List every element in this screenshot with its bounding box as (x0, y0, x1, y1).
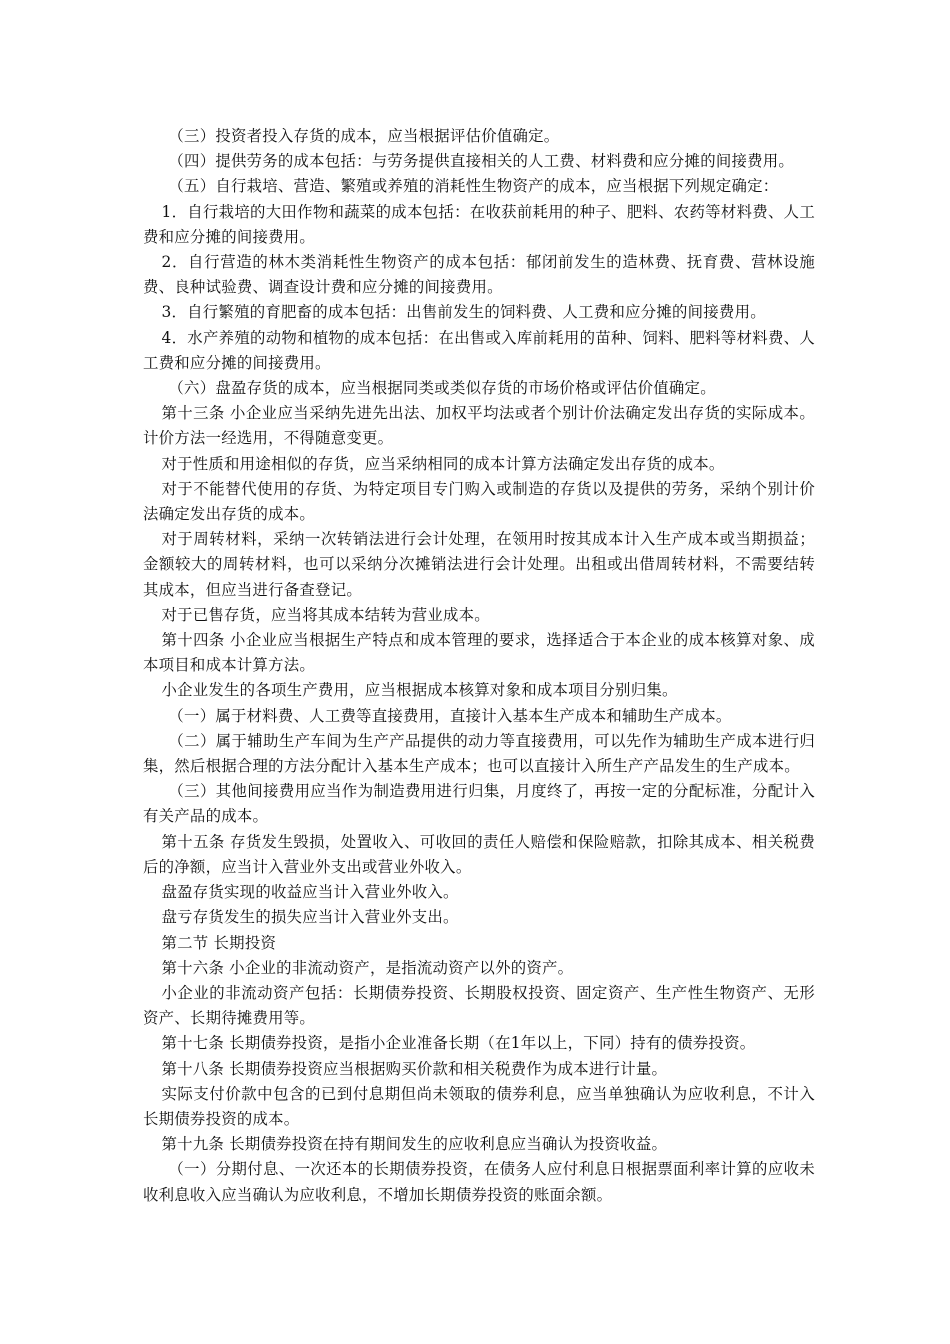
paragraph: （四）提供劳务的成本包括：与劳务提供直接相关的人工费、材料费和应分摊的间接费用。 (168, 152, 795, 171)
article-paragraph: 第十四条 小企业应当根据生产特点和成本管理的要求，选择适合于本企业的成本核算对象、成本项目和成本计算方法。 (143, 631, 815, 675)
paragraph: （三）投资者投入存货的成本，应当根据评估价值确定。 (168, 127, 560, 145)
paragraph: 实际支付价款中包含的已到付息期但尚未领取的债券利息，应当单独确认为应收利息，不计入长期债券投资的成本。 (143, 1084, 815, 1128)
article-paragraph: 第十五条 存货发生毁损，处置收入、可收回的责任人赔偿和保险赔款，扣除其成本、相关税费后的净额，应当计入营业外支出或营业外收入。 (143, 832, 815, 876)
paragraph: （二）属于辅助生产车间为生产产品提供的动力等直接费用，可以先作为辅助生产成本进行归集，然后根据合理的方法分配计入基本生产成本；也可以直接计入所生产产品发生的生产成本。 (143, 731, 815, 776)
paragraph: （五）自行栽培、营造、繁殖或养殖的消耗性生物资产的成本，应当根据下列规定确定： (168, 177, 779, 196)
paragraph: 对于性质和用途相似的存货，应当采纳相同的成本计算方法确定发出存货的成本。 (161, 454, 725, 473)
list-item: 2．自行营造的林木类消耗性生物资产的成本包括：郁闭前发生的造林费、抚育费、营林设施费、良种试验费、调查设计费和应分摊的间接费用。 (143, 253, 815, 297)
paragraph: （六）盘盈存货的成本，应当根据同类或类似存货的市场价格或评估价值确定。 (168, 379, 716, 398)
paragraph: 对于不能替代使用的存货、为特定项目专门购入或制造的存货以及提供的劳务，采纳个别计价法确定发出存货的成本。 (143, 479, 815, 524)
paragraph: （一）分期付息、一次还本的长期债券投资，在债务人应付利息日根据票面利率计算的应收未收利息收入应当确认为应收利息，不增加长期债券投资的账面余额。 (143, 1160, 815, 1204)
article-paragraph: 第十九条 长期债券投资在持有期间发生的应收利息应当确认为投资收益。 (161, 1135, 668, 1154)
paragraph: 盘亏存货发生的损失应当计入营业外支出。 (161, 908, 459, 927)
paragraph: 对于周转材料，采纳一次转销法进行会计处理，在领用时按其成本计入生产成本或当期损益；金额较大的周转材料，也可以采纳分次摊销法进行会计处理。出租或出借周转材料，不需要结转其成本，但应当进行备查登记。 (143, 530, 815, 599)
article-paragraph: 第十六条 小企业的非流动资产，是指流动资产以外的资产。 (161, 958, 574, 977)
paragraph: （三）其他间接费用应当作为制造费用进行归集，月度终了，再按一定的分配标准，分配计入有关产品的成本。 (143, 782, 815, 826)
article-paragraph: 第十八条 长期债券投资应当根据购买价款和相关税费作为成本进行计量。 (161, 1059, 668, 1078)
paragraph: 盘盈存货实现的收益应当计入营业外收入。 (161, 883, 459, 902)
paragraph: 小企业发生的各项生产费用，应当根据成本核算对象和成本项目分别归集。 (161, 681, 678, 700)
list-item: 4．水产养殖的动物和植物的成本包括：在出售或入库前耗用的苗种、饲料、肥料等材料费、人工费和应分摊的间接费用。 (143, 328, 815, 372)
list-item: 3．自行繁殖的育肥畜的成本包括：出售前发生的饲料费、人工费和应分摊的间接费用。 (161, 303, 766, 322)
article-paragraph: 第十七条 长期债券投资，是指小企业准备长期（在1年以上，下同）持有的债券投资。 (161, 1034, 756, 1053)
list-item: 1．自行栽培的大田作物和蔬菜的成本包括：在收获前耗用的种子、肥料、农药等材料费、人工费和应分摊的间接费用。 (143, 202, 815, 246)
article-paragraph: 第十三条 小企业应当采纳先进先出法、加权平均法或者个别计价法确定发出存货的实际成本。计价方法一经选用，不得随意变更。 (143, 404, 815, 448)
paragraph: （一）属于材料费、人工费等直接费用，直接计入基本生产成本和辅助生产成本。 (168, 706, 732, 725)
paragraph: 小企业的非流动资产包括：长期债券投资、长期股权投资、固定资产、生产性生物资产、无形资产、长期待摊费用等。 (143, 983, 815, 1028)
paragraph: 对于已售存货，应当将其成本结转为营业成本。 (161, 605, 490, 624)
document-page (143, 124, 815, 1208)
section-heading: 第二节 长期投资 (161, 933, 277, 952)
